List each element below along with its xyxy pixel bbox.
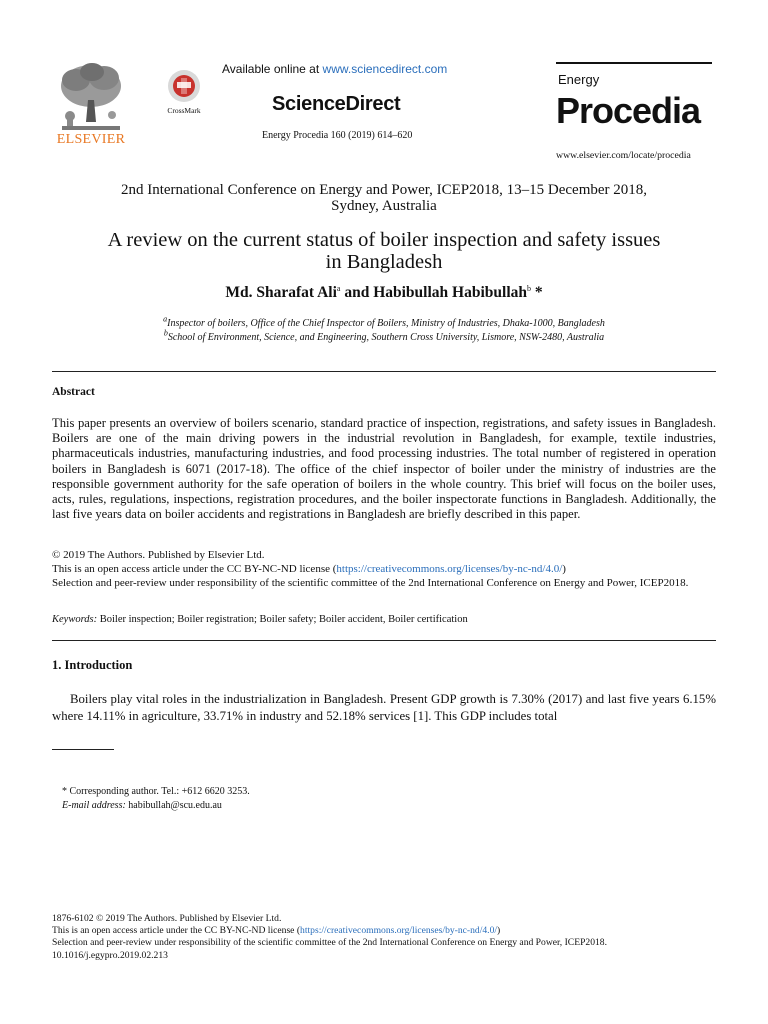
footer-issn: 1876-6102 © 2019 The Authors. Published by Elsevier Ltd. bbox=[52, 913, 282, 924]
keywords-text: Boiler inspection; Boiler registration; Boiler safety; Boiler accident, Boiler certification bbox=[97, 614, 468, 625]
footer-block bbox=[52, 913, 722, 962]
license-link[interactable]: https://creativecommons.org/licenses/by-nc-nd/4.0/ bbox=[336, 563, 563, 575]
brand-small: Energy bbox=[558, 72, 600, 87]
affiliation-b bbox=[0, 328, 768, 343]
available-prefix: Available online at bbox=[222, 62, 323, 76]
divider-top bbox=[52, 371, 716, 372]
email-address[interactable]: habibullah@scu.edu.au bbox=[125, 800, 222, 811]
conference-line1: 2nd International Conference on Energy and Power, ICEP2018, 13–15 December 2018, bbox=[120, 182, 648, 198]
abstract-heading: Abstract bbox=[52, 386, 95, 398]
divider-bottom bbox=[52, 640, 716, 641]
journal-url[interactable]: www.elsevier.com/locate/procedia bbox=[556, 150, 691, 161]
license-block bbox=[52, 548, 716, 590]
open-access-line bbox=[52, 562, 716, 576]
footer-license-link[interactable]: https://creativecommons.org/licenses/by-nc-nd/4.0/ bbox=[300, 925, 498, 937]
sciencedirect-brand: ScienceDirect bbox=[272, 93, 401, 115]
copyright-line: © 2019 The Authors. Published by Elsevier Ltd. bbox=[52, 549, 265, 561]
sciencedirect-link[interactable]: www.sciencedirect.com bbox=[322, 62, 448, 76]
author-2-affil: b bbox=[527, 283, 531, 293]
open-access-prefix: This is an open access article under the CC BY-NC-ND license ( bbox=[52, 563, 337, 575]
authors-and: and bbox=[340, 284, 374, 301]
footer-peer-review: Selection and peer-review under responsibility of the scientific committee of the 2nd International Conference on Energy and Power, ICEP2018. bbox=[52, 937, 607, 949]
elsevier-logo bbox=[52, 60, 130, 150]
crossmark-label: CrossMark bbox=[167, 106, 201, 115]
brand-large: Procedia bbox=[556, 90, 701, 131]
footnote-corresponding: * Corresponding author. Tel.: +612 6620 3253. bbox=[62, 786, 250, 797]
affil-a-sup: a bbox=[163, 314, 168, 324]
conference-line2: Sydney, Australia bbox=[331, 198, 437, 214]
peer-review-line: Selection and peer-review under responsibility of the scientific committee of the 2nd International Conference on Energy and Power, ICEP2018. bbox=[52, 577, 689, 589]
crossmark-icon bbox=[166, 68, 202, 104]
section-heading-intro: 1. Introduction bbox=[52, 658, 133, 672]
affil-b-sup: b bbox=[163, 328, 168, 338]
author-1: Md. Sharafat Ali bbox=[225, 284, 337, 301]
footer-oa-prefix: This is an open access article under the CC BY-NC-ND license ( bbox=[52, 925, 301, 937]
abstract-body: This paper presents an overview of boilers scenario, standard practice of inspection, registrations, and safety issues in Bangladesh. Boilers are one of the main driving powers in the industrial revolution in Bangladesh, for example, textile industries, pharmaceuticals industries, manufacturing industries, and food processing industries. The total number of registered in operation boilers in Bangladesh is 6071 (2017-18). The office of the chief inspector of boiler under the ministry of industries are the responsible government authority for the safe operation of boilers in the whole country. This brief will focus on the boiler uses, acts, rules, regulations, inspections, registration procedures, and the boiler inspectorate functions in Bangladesh. Additionally, the last five years data on boiler accidents and registrations in Bangladesh are briefly described in this paper. bbox=[52, 416, 716, 522]
author-2: Habibullah Habibullah bbox=[373, 284, 527, 301]
paper-title-line2: in Bangladesh bbox=[325, 251, 443, 273]
affil-b-text: School of Environment, Science, and Engineering, Southern Cross University, Lismore, NSW-2480, Australia bbox=[167, 332, 605, 343]
footer-doi[interactable]: 10.1016/j.egypro.2019.02.213 bbox=[52, 949, 168, 961]
paper-title-line1: A review on the current status of boiler inspection and safety issues bbox=[107, 229, 661, 251]
footnote-rule bbox=[52, 749, 114, 750]
authors bbox=[0, 284, 768, 302]
publisher-logo-text: ELSEVIER bbox=[56, 132, 126, 147]
open-access-suffix: ) bbox=[562, 563, 566, 575]
keywords-label: Keywords: bbox=[52, 614, 98, 625]
journal-ref: Energy Procedia 160 (2019) 614–620 bbox=[262, 130, 413, 141]
affil-a-text: Inspector of boilers, Office of the Chief Inspector of Boilers, Ministry of Industries, Dhaka-1000, Bangladesh bbox=[167, 318, 605, 329]
elsevier-tree-icon bbox=[52, 60, 130, 134]
keywords bbox=[52, 614, 716, 625]
footer-open-access bbox=[52, 925, 722, 937]
author-1-affil: a bbox=[336, 283, 341, 293]
brand-top-rule bbox=[556, 62, 712, 64]
procedia-brand bbox=[556, 62, 714, 142]
available-online bbox=[222, 62, 447, 76]
intro-body: Boilers play vital roles in the industrialization in Bangladesh. Present GDP growth is 7.30% (2017) and last five years 6.15% where 14.11% in agriculture, 33.71% in industry and 52.18% services [1]. This GDP includes total bbox=[52, 692, 716, 723]
crossmark-badge[interactable] bbox=[166, 68, 202, 120]
footer-oa-suffix: ) bbox=[497, 925, 501, 937]
footnote-email bbox=[62, 800, 222, 811]
email-label: E-mail address: bbox=[62, 800, 126, 811]
affiliation-a bbox=[0, 314, 768, 329]
corresponding-star: * bbox=[531, 284, 543, 301]
